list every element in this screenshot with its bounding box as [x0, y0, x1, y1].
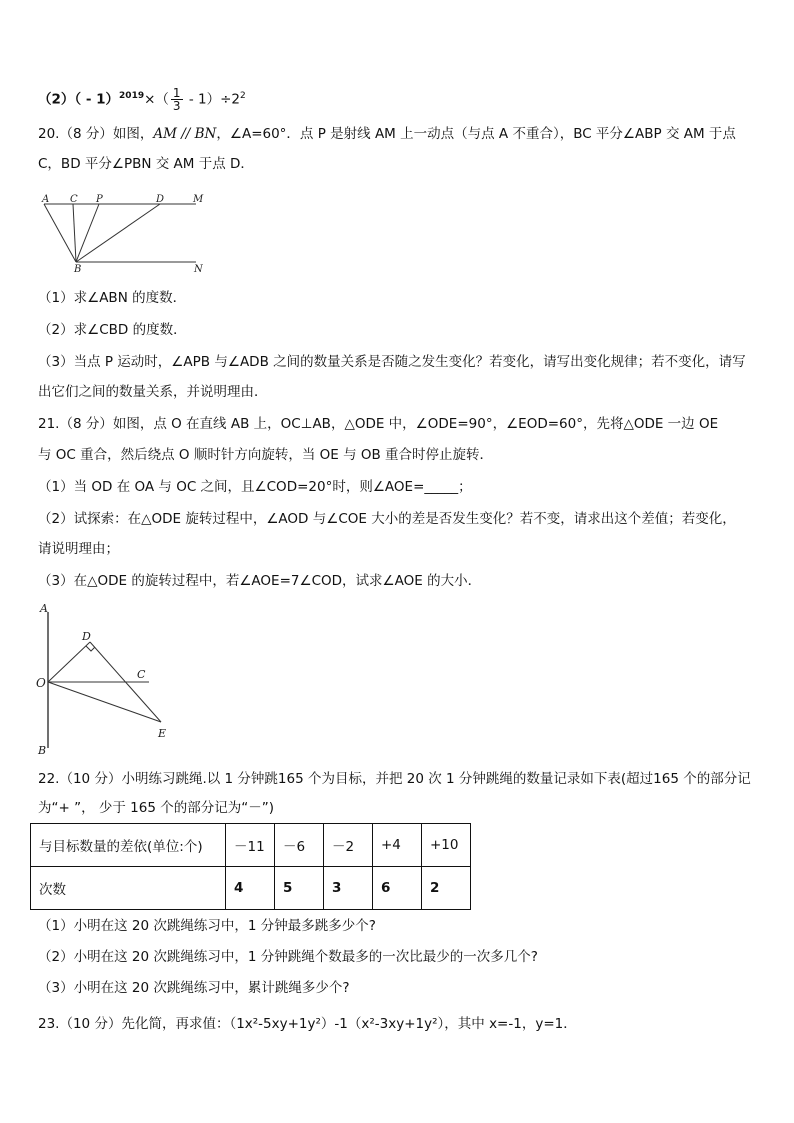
q21-sub1: （1）当 OD 在 OA 与 OC 之间，且∠COD=20°时，则∠AOE=_____；	[38, 479, 472, 495]
q21-figure	[34, 598, 184, 758]
label-C: C	[70, 194, 78, 205]
table-cell: －11	[226, 824, 275, 867]
q22-sub3: （3）小明在这 20 次跳绳练习中，累计跳绳多少个?	[38, 980, 350, 996]
label-D: D	[156, 194, 165, 205]
table-cell: +4	[373, 824, 422, 867]
q21-line2: 与 OC 重合，然后绕点 O 顺时针方向旋转，当 OE 与 OB 重合时停止旋转．	[38, 447, 494, 463]
table-cell: 3	[324, 867, 373, 910]
label-P: P	[96, 194, 103, 205]
label-A: A	[40, 602, 48, 615]
q20-sub3-line2: 出它们之间的数量关系，并说明理由．	[38, 384, 268, 400]
label-N: N	[194, 264, 203, 275]
label-B: B	[74, 264, 82, 275]
table-cell: +10	[422, 824, 471, 867]
q20-sub3-line1: （3）当点 P 运动时，∠APB 与∠ADB 之间的数量关系是否随之发生变化？若变化，请写出变化规律；若不变化，请写	[38, 354, 746, 370]
label-M: M	[193, 194, 204, 205]
label-E: E	[158, 727, 167, 740]
table-cell: 2	[422, 867, 471, 910]
label-C: C	[137, 668, 146, 681]
table-cell: －6	[275, 824, 324, 867]
q20-sub2: （2）求∠CBD 的度数．	[38, 322, 187, 338]
label-A: A	[42, 194, 50, 205]
label-D: D	[82, 630, 91, 643]
table-cell: 次数	[31, 867, 226, 910]
table-cell: 5	[275, 867, 324, 910]
q22-line1: 22.（10 分）小明练习跳绳.以 1 分钟跳165 个为目标，并把 20 次 1 分钟跳绳的数量记录如下表(超过165 个的部分记	[38, 771, 751, 787]
q20-line2: C，BD 平分∠PBN 交 AM 于点 D．	[38, 156, 254, 172]
label-B: B	[38, 744, 47, 757]
table-cell: 6	[373, 867, 422, 910]
q20-line1: 20.（8 分）如图，AM // BN，∠A=60°．点 P 是射线 AM 上一动点（与点 A 不重合），BC 平分∠ABP 交 AM 于点	[38, 126, 736, 142]
q20-sub1: （1）求∠ABN 的度数．	[38, 290, 187, 306]
fraction-one-third: $\frac{1}{3}$	[172, 86, 181, 113]
q22-line2: 为“+ ”， 少于 165 个的部分记为“－”)	[38, 800, 274, 816]
q21-sub2-line1: （2）试探索：在△ODE 旋转过程中，∠AOD 与∠COE 大小的差是否发生变化？若不变，请求出这个差值；若变化，	[38, 511, 736, 527]
q21-line1: 21.（8 分）如图，点 O 在直线 AB 上，OC⊥AB，△ODE 中，∠ODE=90°，∠EOD=60°，先将△ODE 一边 OE	[38, 416, 719, 432]
table-cell: 与目标数量的差依(单位:个)	[31, 824, 226, 867]
q23-line1: 23.（10 分）先化简，再求值：（1x²-5xy+1y²）-1（x²-3xy+1y²），其中 x=-1，y=1．	[38, 1016, 577, 1032]
q19-part2: （2）（ - 1）$^{2019}$×（ $\frac{1}{3}$ - $1)\div 2^2$	[38, 86, 246, 113]
q20-figure	[36, 192, 216, 277]
q22-sub2: （2）小明在这 20 次跳绳练习中，1 分钟跳绳个数最多的一次比最少的一次多几个?	[38, 949, 538, 965]
table-cell: －2	[324, 824, 373, 867]
jump-rope-table	[30, 823, 471, 910]
q21-sub3: （3）在△ODE 的旋转过程中，若∠AOE=7∠COD，试求∠AOE 的大小．	[38, 573, 482, 589]
q21-sub2-line2: 请说明理由；	[38, 541, 119, 557]
label-O: O	[36, 676, 46, 690]
table-row	[31, 824, 471, 867]
table-row	[31, 867, 471, 910]
table-cell: 4	[226, 867, 275, 910]
q22-sub1: （1）小明在这 20 次跳绳练习中，1 分钟最多跳多少个?	[38, 918, 376, 934]
